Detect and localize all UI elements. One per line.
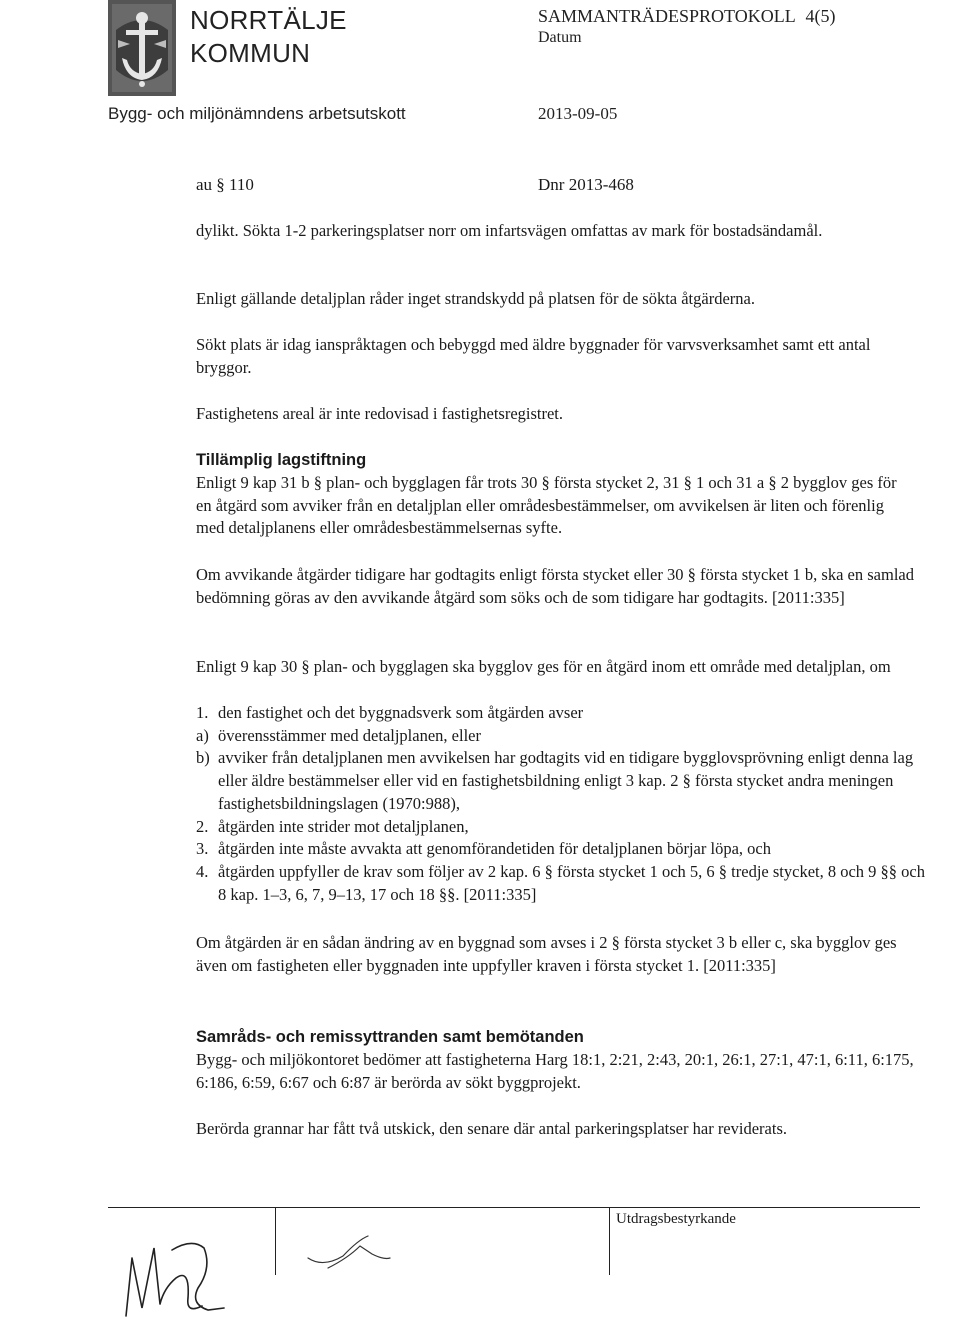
committee-name: Bygg- och miljönämndens arbetsutskott: [108, 104, 406, 123]
certification-label: Utdragsbestyrkande: [616, 1211, 736, 1227]
municipality-logo: [108, 0, 176, 96]
paragraph-5: Enligt 9 kap 31 b § plan- och bygglagen får trots 30 § första stycket 2, 31 § 1 och 31 a § 2 bygglov ges för en åtgärd som avviker från en detaljplan eller områdesbestämmelser, om avvikelsen är liten och förenlig med detaljplanens eller områdesbestämmelsernas syfte.: [196, 473, 897, 538]
footer-rule: [108, 1207, 920, 1208]
paragraph-number: au § 110: [196, 175, 254, 194]
list-text: åtgärden inte måste avvakta att genomförandetiden för detaljplanen börjar löpa, och: [218, 839, 771, 859]
paragraph-9: Bygg- och miljökontoret bedömer att fastigheterna Harg 18:1, 2:21, 2:43, 20:1, 26:1, 27:1, 47:1, 6:11, 6:175, 6:186, 6:59, 6:67 och 6:87 är berörda av sökt byggprojekt.: [196, 1050, 914, 1092]
signature-initials-icon: [298, 1228, 398, 1278]
list-marker: b): [196, 748, 210, 768]
municipality-name: [190, 4, 347, 70]
section-heading-consultation: Samråds- och remissyttranden samt bemötanden: [196, 1028, 584, 1046]
list-item: [196, 702, 926, 725]
paragraph-7: Enligt 9 kap 30 § plan- och bygglagen ska bygglov ges för en åtgärd inom ett område med detaljplan, om: [196, 657, 891, 676]
document-type: [538, 6, 836, 27]
paragraph-3: Sökt plats är idag ianspråktagen och bebyggd med äldre byggnader för varvsverksamhet samt ett antal bryggor.: [196, 335, 871, 377]
list-marker: 3.: [196, 839, 209, 859]
document-type-label: SAMMANTRÄDESPROTOKOLL: [538, 6, 796, 26]
municipality-name-line1: NORRTÄLJE: [190, 5, 347, 35]
page-number: 4(5): [805, 6, 836, 26]
paragraph-2: Enligt gällande detaljplan råder inget strandskydd på platsen för de sökta åtgärderna.: [196, 289, 755, 308]
list-item: [196, 747, 926, 815]
meeting-date: 2013-09-05: [538, 104, 618, 123]
list-text: den fastighet och det byggnadsverk som åtgärden avser: [218, 703, 584, 722]
date-label: Datum: [538, 29, 582, 46]
list-marker: 2.: [196, 816, 209, 836]
paragraph-8: Om åtgärden är en sådan ändring av en byggnad som avses i 2 § första stycket 3 b eller c, ska bygglov ges även om fastigheten eller byggnaden inte uppfyller kraven i första stycket 1. [2011:335]: [196, 933, 897, 975]
list-item: [196, 838, 926, 861]
paragraph-4: Fastighetens areal är inte redovisad i fastighetsregistret.: [196, 404, 564, 423]
list-text: avviker från detaljplanen men avvikelsen har godtagits vid en tidigare bygglovsprövning enligt denna lag eller äldre bestämmelser eller vid en fastighetsbildning enligt 3 kap. 2 § första stycket andra meningen fastighetsbildningslagen (1970:988),: [218, 748, 914, 813]
list-item: [196, 816, 926, 839]
paragraph-1: dylikt. Sökta 1-2 parkeringsplatser norr om infartsvägen omfattas av mark för bostadsändamål.: [196, 221, 823, 240]
footer-divider: [609, 1207, 610, 1275]
paragraph-10: Berörda grannar har fått två utskick, den senare där antal parkeringsplatser har reviderats.: [196, 1119, 787, 1138]
anchor-emblem-icon: [108, 0, 176, 96]
list-item: [196, 861, 926, 906]
footer-divider: [275, 1207, 276, 1275]
list-marker: 1.: [196, 703, 209, 722]
paragraph-6: Om avvikande åtgärder tidigare har godtagits enligt första stycket eller 30 § första stycket 1 b, ska en samlad bedömning göras av den avvikande åtgärd som söks och de som tidigare har godtagits. [2011:335]: [196, 565, 914, 607]
list-text: åtgärden uppfyller de krav som följer av 2 kap. 6 § första stycket 1 och 5, 6 § tredje stycket, 8 och 9 §§ och 8 kap. 1–3, 6, 7, 9–13, 17 och 18 §§. [2011:335]: [218, 861, 926, 904]
case-number: Dnr 2013-468: [538, 175, 634, 194]
list-item: [196, 725, 926, 748]
list-marker: a): [196, 725, 209, 745]
list-text: överensstämmer med detaljplanen, eller: [218, 725, 481, 745]
requirements-list: [196, 702, 926, 906]
list-marker: 4.: [196, 861, 209, 881]
signature-initials-icon: [112, 1218, 252, 1318]
municipality-name-line2: KOMMUN: [190, 38, 311, 68]
list-text: åtgärden inte strider mot detaljplanen,: [218, 816, 469, 836]
section-heading-applicable-law: Tillämplig lagstiftning: [196, 451, 367, 469]
